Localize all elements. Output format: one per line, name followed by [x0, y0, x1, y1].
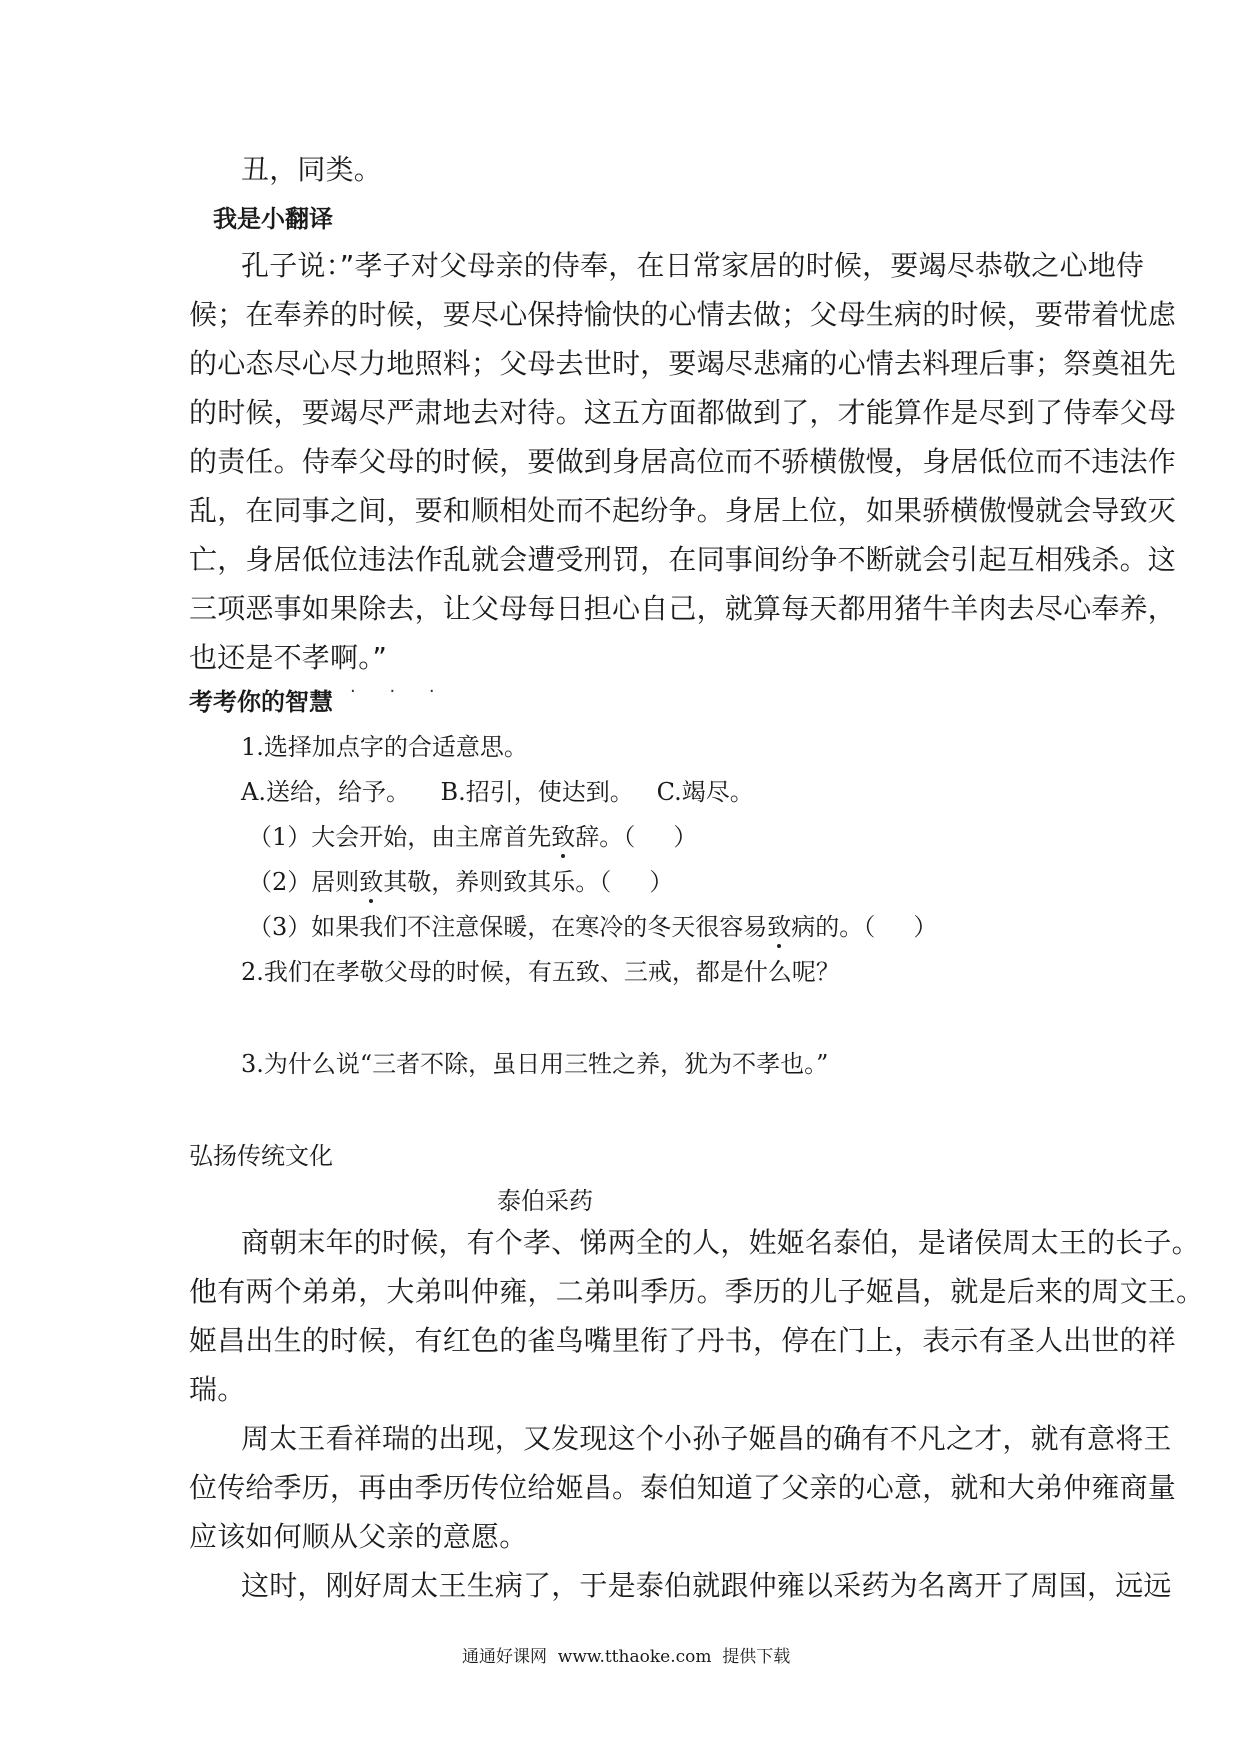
subquestion-text: 其敬，养则致其乐。（ ） — [383, 868, 674, 896]
quiz-options: A.送给，给予。 B.招引，使达到。 C.竭尽。 — [241, 778, 754, 806]
culture-heading: 弘扬传统文化 — [189, 1142, 333, 1170]
quiz-subquestion-1 — [248, 817, 697, 852]
translation-line: 候；在奉养的时候，要尽心保持愉快的心情去做；父母生病的时候，要带着忧虑 — [189, 298, 1177, 331]
translation-line: 乱，在同事之间，要和顺相处而不起纷争。身居上位，如果骄横傲慢就会导致灭 — [189, 494, 1177, 527]
story-title: 泰伯采药 — [497, 1187, 593, 1215]
story-line: 周太王看祥瑞的出现，又发现这个小孙子姬昌的确有不凡之才，就有意将王 — [241, 1422, 1172, 1455]
quiz-question-1: 1.选择加点字的合适意思。 — [241, 733, 528, 761]
translation-line: 的责任。侍奉父母的时候，要做到身居高位而不骄横傲慢，身居低位而不违法作 — [189, 445, 1177, 478]
quiz-subquestion-3 — [248, 907, 937, 942]
quiz-subquestion-2 — [248, 862, 673, 897]
story-line: 他有两个弟弟，大弟叫仲雍，二弟叫季历。季历的儿子姬昌，就是后来的周文王。 — [189, 1275, 1205, 1308]
story-line: 位传给季历，再由季历传位给姬昌。泰伯知道了父亲的心意，就和大弟仲雍商量 — [189, 1471, 1177, 1504]
translation-line: 亡，身居低位违法作乱就会遭受刑罚，在同事间纷争不断就会引起互相残杀。这 — [189, 543, 1177, 576]
story-line: 商朝末年的时候，有个孝、悌两全的人，姓姬名泰伯，是诸侯周太王的长子。 — [241, 1226, 1200, 1259]
quiz-heading: 考考你的智慧 — [189, 688, 333, 716]
translation-line: 也还是不孝啊。” — [189, 641, 388, 674]
decorative-dots: . . . — [350, 676, 449, 697]
subquestion-text: （1）大会开始，由主席首先 — [248, 823, 552, 851]
translation-line: 三项恶事如果除去，让父母每日担心自己，就算每天都用猪牛羊肉去尽心奉养， — [189, 592, 1177, 625]
translation-line: 孔子说：”孝子对父母亲的侍奉，在日常家居的时候，要竭尽恭敬之心地侍 — [241, 249, 1145, 282]
story-line: 这时，刚好周太王生病了，于是泰伯就跟仲雍以采药为名离开了周国，远远 — [241, 1569, 1172, 1602]
translation-line: 的心态尽心尽力地照料；父母去世时，要竭尽悲痛的心情去料理后事；祭奠祖先 — [189, 347, 1177, 380]
dotted-character: 致 — [551, 817, 575, 852]
subquestion-text: 病的。（ ） — [791, 913, 938, 941]
subquestion-text: （3）如果我们不注意保暖，在寒冷的冬天很容易 — [248, 913, 768, 941]
subquestion-text: （2）居则 — [248, 868, 360, 896]
dotted-character: 致 — [359, 862, 383, 897]
subquestion-text: 辞。（ ） — [575, 823, 698, 851]
story-line: 应该如何顺从父亲的意愿。 — [189, 1520, 528, 1553]
intro-tail-text: 丑，同类。 — [241, 153, 383, 186]
translation-heading: 我是小翻译 — [213, 205, 333, 233]
dotted-character: 致 — [767, 907, 791, 942]
translation-line: 的时候，要竭尽严肃地去对待。这五方面都做到了，才能算作是尽到了侍奉父母 — [189, 396, 1177, 429]
quiz-question-3: 3.为什么说“三者不除，虽日用三牲之养，犹为不孝也。” — [241, 1050, 829, 1078]
story-line: 姬昌出生的时候，有红色的雀鸟嘴里衔了丹书，停在门上，表示有圣人出世的祥 — [189, 1324, 1177, 1357]
story-line: 瑞。 — [189, 1373, 246, 1406]
quiz-question-2: 2.我们在孝敬父母的时候，有五致、三戒，都是什么呢？ — [241, 958, 840, 986]
page-footer: 通通好课网 www.tthaoke.com 提供下载 — [462, 1647, 791, 1667]
